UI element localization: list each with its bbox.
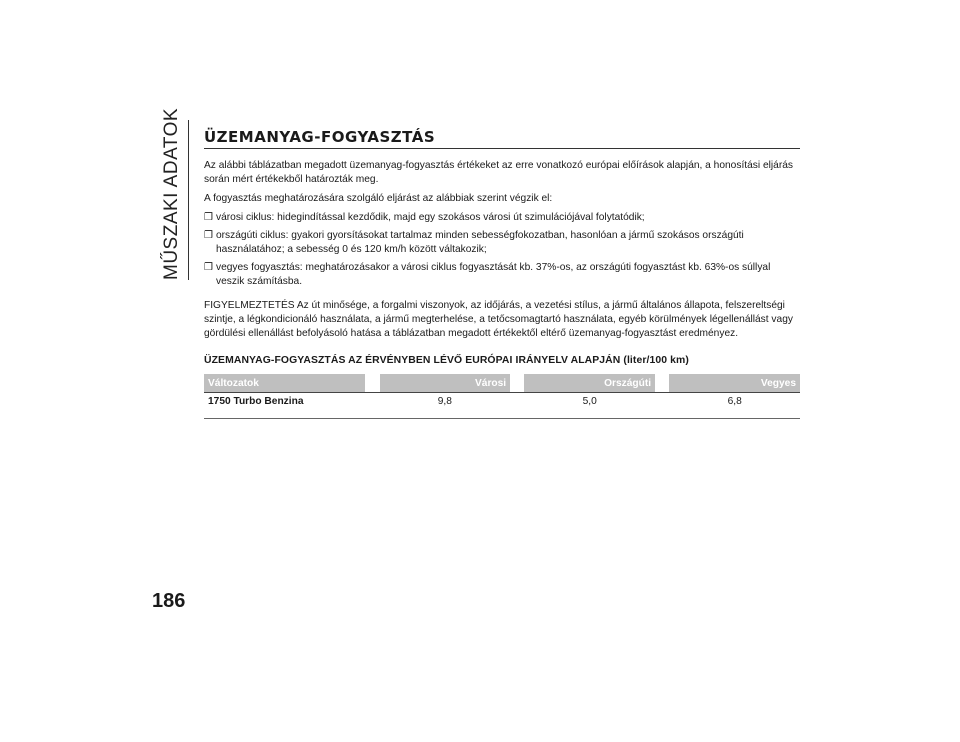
row-gap xyxy=(510,393,524,419)
row-gap xyxy=(365,393,379,419)
column-header-city: Városi xyxy=(380,374,511,393)
side-tab-rule xyxy=(188,120,189,280)
header-gap xyxy=(655,374,669,393)
list-item xyxy=(204,229,800,257)
side-tab xyxy=(152,108,192,280)
row-highway-value: 5,0 xyxy=(524,393,655,419)
list-item xyxy=(204,261,800,289)
row-gap xyxy=(655,393,669,419)
list-item-text: országúti ciklus: gyakori gyorsításokat tartalmaz minden sebességfokozatban, hasonlóan a jármű szokásos országúti használatához; a sebesség 0 és 120 km/h között váltakozik; xyxy=(216,230,744,255)
header-gap xyxy=(365,374,379,393)
column-header-highway: Országúti xyxy=(524,374,655,393)
row-city-value: 9,8 xyxy=(380,393,511,419)
page-number: 186 xyxy=(152,590,186,612)
table-row xyxy=(204,393,800,419)
list-item-text: vegyes fogyasztás: meghatározásakor a városi ciklus fogyasztását kb. 37%-os, az országúti fogyasztást kb. 63%-os súllyal veszik számításba. xyxy=(216,262,771,287)
warning-paragraph: FIGYELMEZTETÉS Az út minősége, a forgalmi viszonyok, az időjárás, a vezetési stílus, a jármű általános állapota, felszereltségi szintje, a légkondicionáló használata, a jármű megterhelése, a tetőcsomagtartó használata, egyéb körülmények légellenállást vagy gördülési ellenállást befolyásoló hatása a táblázatban megadott értékektől eltérő üzemanyag-fogyasztást eredményez. xyxy=(204,300,793,339)
column-header-combined: Vegyes xyxy=(669,374,800,393)
side-tab-label: MŰSZAKI ADATOK xyxy=(161,107,182,280)
list-item-text: városi ciklus: hidegindítással kezdődik, majd egy szokásos városi út szimulációjával folytatódik; xyxy=(216,212,645,223)
table-header-row xyxy=(204,374,800,393)
procedure-paragraph: A fogyasztás meghatározására szolgáló eljárást az alábbiak szerint végzik el: xyxy=(204,193,553,204)
column-header-variants: Változatok xyxy=(204,374,365,393)
content xyxy=(204,128,800,419)
checkbox-bullet-icon: ❒ xyxy=(204,262,213,273)
intro-paragraph: Az alábbi táblázatban megadott üzemanyag-fogyasztás értékeket az erre vonatkozó európai előírások alapján, a honosítási eljárás során mért értékekből határozták meg. xyxy=(204,160,793,185)
section-title: ÜZEMANYAG-FOGYASZTÁS xyxy=(204,128,800,149)
header-gap xyxy=(510,374,524,393)
checkbox-bullet-icon: ❒ xyxy=(204,212,213,223)
checkbox-bullet-icon: ❒ xyxy=(204,230,213,241)
list-item xyxy=(204,211,800,225)
table-title: ÜZEMANYAG-FOGYASZTÁS AZ ÉRVÉNYBEN LÉVŐ EURÓPAI IRÁNYELV ALAPJÁN (liter/100 km) xyxy=(204,355,689,366)
row-variant-name: 1750 Turbo Benzina xyxy=(204,393,365,419)
row-combined-value: 6,8 xyxy=(669,393,800,419)
consumption-table xyxy=(204,374,800,419)
